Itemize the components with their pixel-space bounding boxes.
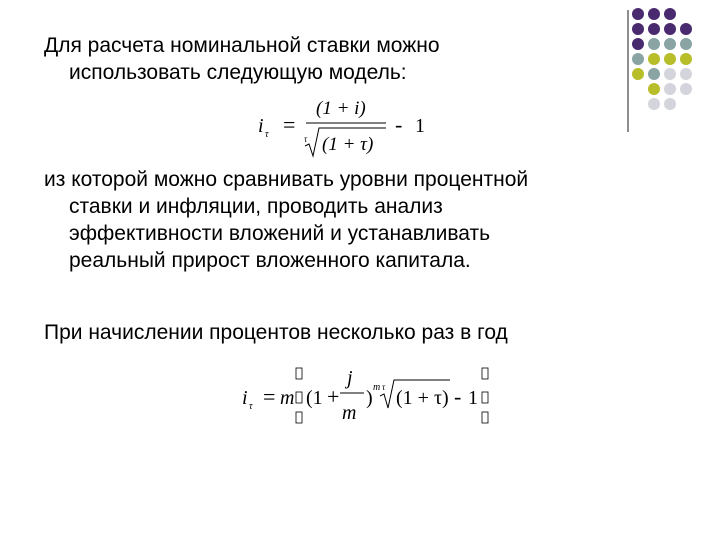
paragraph-explanation bbox=[44, 166, 604, 274]
formula-2-close-paren: ) bbox=[366, 387, 373, 409]
formula-2-close-bracket-bottom-glyph bbox=[482, 412, 488, 423]
paragraph-intro bbox=[44, 32, 604, 86]
decor-dot bbox=[648, 38, 660, 50]
formula-2-close-bracket-top-glyph bbox=[482, 368, 488, 379]
formula-1-radicand: (1 + τ) bbox=[322, 134, 374, 155]
formula-2-open-bracket-bottom-glyph bbox=[296, 412, 302, 423]
decor-dot bbox=[648, 8, 660, 20]
decor-dot bbox=[632, 8, 644, 20]
formula-multiple-compounding bbox=[238, 362, 498, 434]
decor-dot bbox=[632, 38, 644, 50]
decor-dot bbox=[632, 53, 644, 65]
formula-nominal-rate bbox=[250, 92, 440, 164]
formula-2-one: 1 bbox=[468, 387, 478, 409]
decor-dot bbox=[664, 68, 676, 80]
formula-2-frac-num: j bbox=[347, 367, 353, 389]
formula-2-open-paren: (1 bbox=[306, 387, 323, 409]
formula-1-minus: - bbox=[395, 112, 403, 137]
paragraph-multiple-compounding-line-1: При начислении процентов несколько раз в год bbox=[44, 321, 508, 344]
decor-dot bbox=[680, 68, 692, 80]
formula-2-lhs-sub: τ bbox=[249, 401, 253, 412]
paragraph-explanation-line-3: эффективности вложений и устанавливать bbox=[69, 222, 491, 245]
decor-dot bbox=[632, 68, 644, 80]
formula-2-exponent: m bbox=[373, 382, 381, 393]
formula-1-one: 1 bbox=[415, 115, 425, 137]
formula-1-root-index: τ bbox=[304, 134, 308, 144]
decor-dot bbox=[648, 83, 660, 95]
formula-2-m: m bbox=[280, 387, 295, 409]
decor-dot bbox=[664, 83, 676, 95]
decor-dot bbox=[664, 98, 676, 110]
decor-dot bbox=[680, 83, 692, 95]
paragraph-explanation-line-2: ставки и инфляции, проводить анализ bbox=[69, 195, 443, 218]
formula-2-close-bracket-mid-glyph bbox=[482, 392, 488, 403]
decor-dot bbox=[680, 23, 692, 35]
decor-dot bbox=[648, 68, 660, 80]
decor-dot bbox=[648, 53, 660, 65]
formula-2-open-bracket-top-glyph bbox=[296, 368, 302, 379]
decor-dot bbox=[648, 23, 660, 35]
formula-2-minus: - bbox=[454, 384, 462, 409]
paragraph-intro-line-2: использовать следующую модель: bbox=[69, 61, 407, 84]
formula-2-plus: + bbox=[327, 384, 340, 409]
formula-2-radicand: (1 + τ) bbox=[396, 387, 449, 409]
paragraph-explanation-line-4: реальный прирост вложенного капитала. bbox=[69, 249, 471, 272]
formula-2-frac-den: m bbox=[342, 402, 357, 424]
decor-dot bbox=[664, 8, 676, 20]
formula-1-numerator: (1 + i) bbox=[316, 98, 366, 119]
paragraph-multiple-compounding bbox=[44, 319, 604, 346]
formula-1-equals: = bbox=[283, 112, 296, 137]
formula-2-root-index: τ bbox=[382, 382, 386, 392]
formula-2-equals: = bbox=[263, 384, 276, 409]
formula-1-lhs-sub: τ bbox=[265, 129, 269, 140]
formula-2-open-bracket-mid-glyph bbox=[296, 392, 302, 403]
decor-dot bbox=[680, 38, 692, 50]
formula-1-lhs: i bbox=[258, 115, 264, 137]
paragraph-explanation-line-1: из которой можно сравнивать уровни процентной bbox=[44, 168, 529, 191]
decor-dot bbox=[680, 53, 692, 65]
decor-dot bbox=[664, 53, 676, 65]
decor-dot bbox=[632, 23, 644, 35]
decor-dot-grid bbox=[626, 8, 702, 120]
decor-dot bbox=[664, 23, 676, 35]
formula-2-lhs: i bbox=[242, 387, 248, 409]
decor-dot bbox=[664, 38, 676, 50]
paragraph-intro-line-1: Для расчета номинальной ставки можно bbox=[44, 34, 440, 57]
decor-dot bbox=[648, 98, 660, 110]
